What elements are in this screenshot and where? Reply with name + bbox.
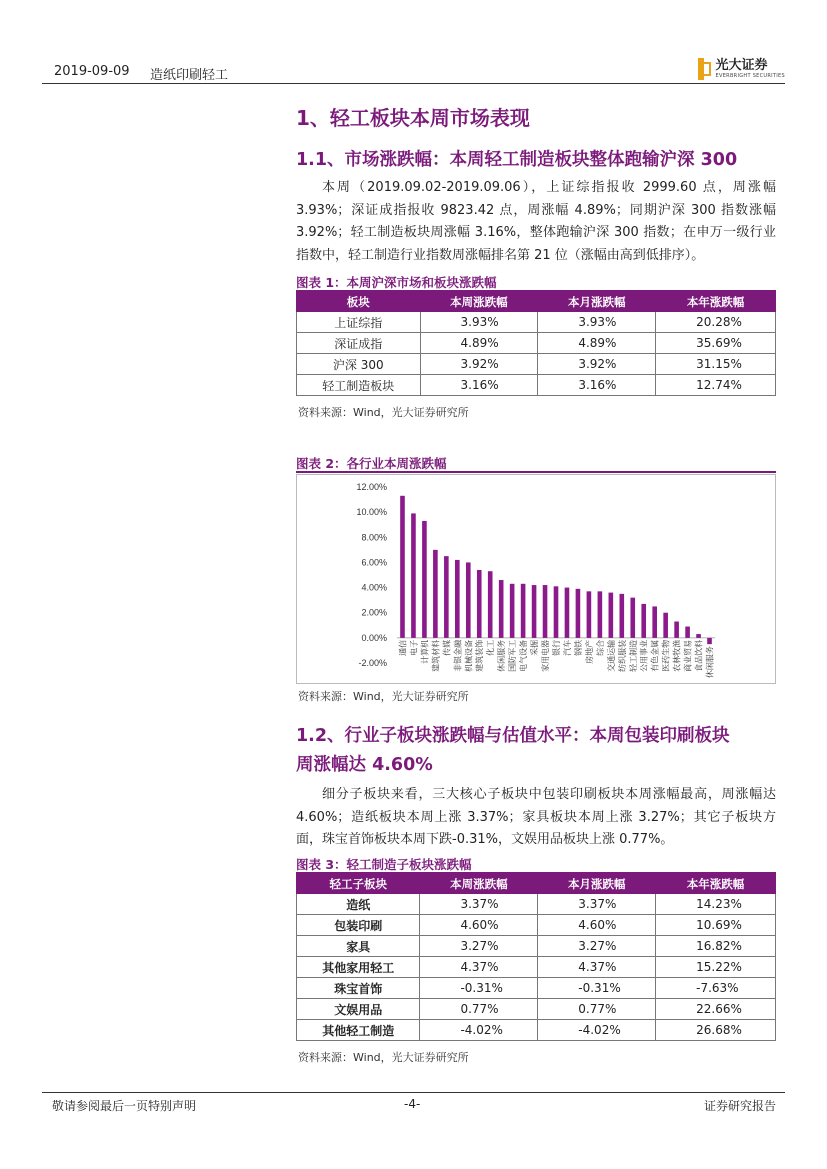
cell-value: 4.60% (538, 915, 656, 936)
x-tick-label: 公用事业 (639, 639, 649, 672)
col-header: 轻工子板块 (297, 875, 420, 894)
cell-value: 14.23% (656, 894, 776, 915)
row-label: 包装印刷 (297, 915, 420, 936)
bar (674, 622, 679, 638)
x-tick-label: 建筑装饰 (475, 639, 485, 672)
paragraph-subsectors-text: 细分子板块来看，三大核心子板块中包装印刷板块本周涨幅最高，周涨幅达 4.60%；造纸板块本周上涨 3.37%；家具板块本周上涨 3.27%；其它子板块方面，珠宝首饰板块本周下跌-0.31%，文娱用品板块上涨 0.77%。 (296, 787, 776, 848)
cell-value: 12.74% (656, 375, 776, 396)
logo-en-text: EVERBRIGHT SECURITIES (715, 73, 785, 79)
y-tick-label: 0.00% (361, 632, 387, 643)
table-row (297, 1020, 776, 1041)
x-tick-label: 传媒 (442, 639, 452, 656)
bar (652, 606, 657, 637)
col-header: 本月涨跌幅 (538, 293, 656, 312)
cell-value: -7.63% (656, 978, 776, 999)
x-tick-label: 综合 (595, 639, 605, 656)
bar (422, 521, 427, 638)
cell-value: 3.27% (420, 936, 538, 957)
cell-value: 4.37% (420, 957, 538, 978)
cell-value: 3.16% (538, 375, 656, 396)
cell-value: 3.93% (420, 312, 538, 333)
paragraph-market-text: 本周（2019.09.02-2019.09.06），上证综指报收 2999.60 点，周涨幅 3.93%；深证成指报收 9823.42 点，周涨幅 4.89%；同期沪深 300 指数涨幅 3.92%；轻工制造板块周涨幅 3.16%，整体跑输沪深 300 指数；在申万一级行业指数中，轻工制造行业指数周涨幅排名第 21 位（涨幅由高到低排序）。 (296, 180, 776, 263)
bar (663, 613, 668, 638)
bar (576, 589, 581, 638)
table1 (296, 292, 776, 396)
row-label: 珠宝首饰 (297, 978, 420, 999)
row-label: 沪深 300 (297, 354, 421, 375)
bar (543, 585, 548, 638)
table-row (297, 354, 776, 375)
y-tick-label: 6.00% (361, 557, 387, 568)
row-label: 文娱用品 (297, 999, 420, 1020)
x-tick-label: 通信 (398, 639, 408, 656)
table-row (297, 978, 776, 999)
bar (510, 584, 515, 638)
col-header: 本年涨跌幅 (656, 875, 776, 894)
bar (587, 591, 592, 638)
cell-value: 4.60% (420, 915, 538, 936)
bar (455, 560, 460, 638)
x-tick-label: 房地产 (584, 639, 594, 664)
footer-divider (42, 1092, 785, 1093)
section-title: 1、轻工板块本周市场表现 (296, 106, 530, 130)
cell-value: 3.16% (420, 375, 538, 396)
x-tick-label: 家用电器 (541, 639, 551, 672)
bar (619, 594, 624, 638)
table-row (297, 894, 776, 915)
cell-value: 4.37% (538, 957, 656, 978)
bar (400, 496, 405, 638)
y-tick-label: 8.00% (361, 532, 387, 543)
cell-value: -4.02% (420, 1020, 538, 1041)
figure2-source: 资料来源：Wind，光大证券研究所 (298, 690, 469, 703)
brand-logo (698, 56, 785, 82)
row-label: 其他家用轻工 (297, 957, 420, 978)
cell-value: -0.31% (420, 978, 538, 999)
y-tick-label: 12.00% (356, 482, 387, 492)
bar (685, 627, 690, 638)
col-header: 本月涨跌幅 (538, 875, 656, 894)
cell-value: 31.15% (656, 354, 776, 375)
table-row (297, 999, 776, 1020)
header-topic: 造纸印刷轻工 (150, 68, 229, 83)
y-tick-label: 4.00% (361, 582, 387, 593)
table-row (297, 915, 776, 936)
row-label: 上证综指 (297, 312, 421, 333)
x-tick-label: 医药生物 (661, 639, 671, 672)
bar (444, 556, 449, 638)
table1-source: 资料来源：Wind，光大证券研究所 (298, 406, 469, 419)
col-header: 本周涨跌幅 (420, 293, 538, 312)
x-tick-label: 轻工制造 (628, 639, 638, 672)
bar (466, 562, 471, 637)
cell-value: 0.77% (538, 999, 656, 1020)
cell-value: -4.02% (538, 1020, 656, 1041)
row-label: 其他轻工制造 (297, 1020, 420, 1041)
bar (532, 585, 537, 638)
cell-value: 4.89% (538, 333, 656, 354)
x-tick-label: 纺织服装 (617, 639, 627, 672)
bar (554, 586, 559, 638)
header-divider (42, 83, 785, 84)
x-tick-label: 采掘 (530, 639, 540, 656)
y-tick-label: -2.00% (358, 658, 387, 668)
cell-value: 3.37% (420, 894, 538, 915)
x-tick-label: 电气设备 (519, 639, 529, 672)
col-header: 本年涨跌幅 (656, 293, 776, 312)
cell-value: 4.89% (420, 333, 538, 354)
row-label: 家具 (297, 936, 420, 957)
cell-value: 0.77% (420, 999, 538, 1020)
cell-value: 20.28% (656, 312, 776, 333)
x-tick-label: 建筑材料 (431, 639, 441, 672)
x-tick-label: 非银金融 (453, 639, 463, 672)
x-tick-label: 国防军工 (508, 639, 518, 672)
x-tick-label: 机械设备 (464, 639, 474, 672)
subsection-title-1-2-line2: 周涨幅达 4.60% (296, 755, 433, 775)
bar (477, 570, 482, 638)
x-tick-label: 电子 (409, 639, 419, 656)
table3 (296, 874, 776, 1041)
x-tick-label: 食品饮料 (694, 639, 704, 672)
row-label: 深证成指 (297, 333, 421, 354)
cell-value: 15.22% (656, 957, 776, 978)
bar (521, 584, 526, 638)
logo-mark-icon (698, 58, 712, 80)
cell-value: 3.93% (538, 312, 656, 333)
bar (565, 588, 570, 638)
x-tick-label: 休闲服务 (705, 646, 715, 679)
x-tick-label: 农林牧渔 (672, 639, 682, 672)
industry-bar-chart (296, 474, 776, 684)
paragraph-subsectors (296, 784, 776, 852)
bar (641, 604, 646, 638)
x-tick-label: 汽车 (562, 639, 572, 656)
x-tick-label: 商业贸易 (683, 639, 693, 672)
table-row (297, 957, 776, 978)
industry-bar-chart-svg (297, 475, 777, 685)
col-header: 本周涨跌幅 (420, 875, 538, 894)
col-header: 板块 (297, 293, 421, 312)
table3-source: 资料来源：Wind，光大证券研究所 (298, 1051, 469, 1064)
cell-value: 3.37% (538, 894, 656, 915)
x-tick-label: 有色金属 (650, 639, 660, 672)
cell-value: 10.69% (656, 915, 776, 936)
table-row (297, 936, 776, 957)
x-tick-label: 钢铁 (573, 639, 583, 656)
figure2-title-rule (296, 471, 776, 473)
bar (433, 550, 438, 638)
bar (499, 580, 504, 638)
bar (411, 513, 416, 637)
page-number: -4- (404, 1097, 421, 1111)
cell-value: 35.69% (656, 333, 776, 354)
cell-value: 16.82% (656, 936, 776, 957)
subsection-title-1-1: 1.1、市场涨跌幅：本周轻工制造板块整体跑输沪深 300 (296, 150, 738, 170)
bar (696, 634, 701, 638)
bar (609, 593, 614, 638)
x-tick-label: 计算机 (420, 639, 430, 664)
subsection-title-1-2-line1: 1.2、行业子板块涨跌幅与估值水平：本周包装印刷板块 (296, 726, 730, 746)
cell-value: 3.92% (420, 354, 538, 375)
table-row (297, 375, 776, 396)
figure2-title: 图表 2：各行业本周涨跌幅 (296, 456, 447, 471)
bar (707, 638, 712, 644)
row-label: 轻工制造板块 (297, 375, 421, 396)
bar (598, 591, 603, 638)
cell-value: 26.68% (656, 1020, 776, 1041)
cell-value: 3.27% (538, 936, 656, 957)
footer-disclaimer: 敬请参阅最后一页特别声明 (52, 1099, 197, 1113)
x-tick-label: 交通运输 (606, 639, 616, 672)
cell-value: 3.92% (538, 354, 656, 375)
logo-cn-text: 光大证券 (715, 58, 768, 73)
x-tick-label: 银行 (552, 639, 561, 656)
bar (488, 571, 493, 638)
table1-title: 图表 1：本周沪深市场和板块涨跌幅 (296, 275, 497, 290)
table3-title: 图表 3：轻工制造子板块涨跌幅 (296, 857, 472, 872)
page-header (42, 56, 785, 84)
cell-value: -0.31% (538, 978, 656, 999)
table-row (297, 333, 776, 354)
footer-report-type: 证券研究报告 (704, 1099, 777, 1113)
table-row (297, 312, 776, 333)
bar (630, 598, 635, 638)
header-date: 2019-09-09 (54, 64, 130, 79)
paragraph-market (296, 177, 776, 267)
x-tick-label: 化工 (486, 639, 496, 656)
y-tick-label: 2.00% (361, 607, 387, 618)
row-label: 造纸 (297, 894, 420, 915)
y-tick-label: 10.00% (356, 507, 387, 518)
x-tick-label: 休闲服务 (497, 639, 507, 672)
cell-value: 22.66% (656, 999, 776, 1020)
